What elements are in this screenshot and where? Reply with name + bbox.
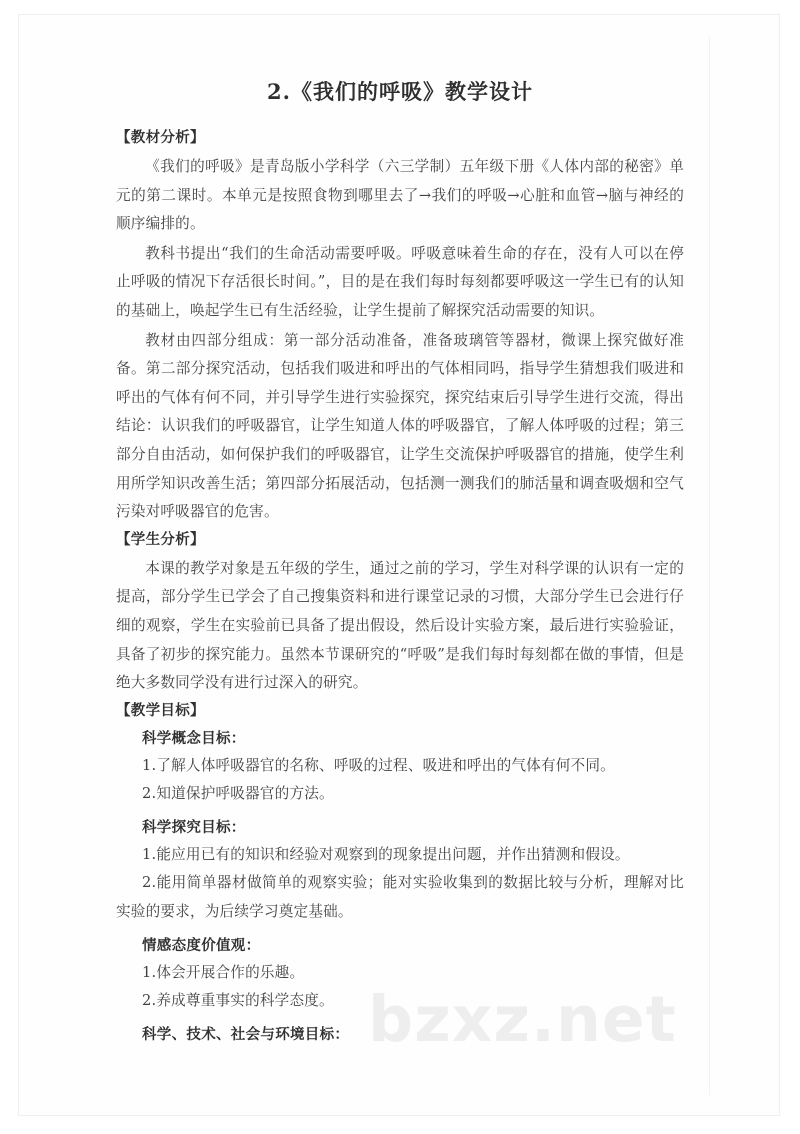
- list-item: 1.了解人体呼吸器官的名称、呼吸的过程、吸进和呼出的气体有何不同。: [142, 756, 615, 774]
- paragraph: 教材由四部分组成：第一部分活动准备，准备玻璃管等器材，微课上探究做好准备。第二部分探究活动，包括我们吸进和呼出的气体相同吗，指导学生猜想我们吸进和呼出的气体有何不同，并引导学生进行实验探究，探究结束后引导学生进行交流，得出结论：认识我们的呼吸器官，让学生知道人体的呼吸器官，了解人体呼吸的过程；第三部分自由活动，如何保护我们的呼吸器官，让学生交流保护呼吸器官的措施，使学生利用所学知识改善生活；第四部分拓展活动，包括测一测我们的肺活量和调查吸烟和空气污染对呼吸器官的危害。: [116, 331, 684, 521]
- section-heading-textbook-analysis: 【教材分析】: [116, 129, 205, 146]
- page-title: 2.《我们的呼吸》教学设计: [267, 79, 533, 104]
- site-watermark: bzxz.net: [368, 983, 677, 1056]
- list-item: 2.能用简单器材做简单的观察实验；能对实验收集到的数据比较与分析，理解对比实验的要求，为后续学习奠定基础。: [116, 874, 684, 921]
- document-body: [116, 76, 684, 1048]
- list-item: 2.知道保护呼吸器官的方法。: [142, 785, 334, 803]
- paragraph: 教科书提出“我们的生命活动需要呼吸。呼吸意味着生命的存在，没有人可以在停止呼吸的情况下存活很长时间。”，目的是在我们每时每刻都要呼吸这一学生已有的认知的基础上，唤起学生已有生活经验，让学生提前了解探究活动需要的知识。: [116, 244, 684, 319]
- list-item: 1.能应用已有的知识和经验对观察到的现象提出问题，并作出猜测和假设。: [142, 845, 630, 863]
- section-heading-teaching-objectives: 【教学目标】: [116, 701, 205, 719]
- subheading-attitude-values-objectives: 情感态度价值观：: [142, 936, 261, 954]
- subheading-stse-objectives: 科学、技术、社会与环境目标：: [142, 1025, 350, 1043]
- subheading-science-concept-objectives: 科学概念目标：: [142, 729, 246, 747]
- subheading-science-inquiry-objectives: 科学探究目标：: [142, 818, 246, 836]
- paragraph: 本课的教学对象是五年级的学生，通过之前的学习，学生对科学课的认识有一定的提高，部分学生已学会了自己搜集资料和进行课堂记录的习惯，大部分学生已会进行仔细的观察，学生在实验前已具备了提出假设，然后设计实验方案，最后进行实验验证，具备了初步的探究能力。虽然本节课研究的“呼吸”是我们每时每刻都在做的事情，但是绝大多数同学没有进行过深入的研究。: [116, 559, 684, 692]
- list-item: 2.养成尊重事实的科学态度。: [142, 992, 334, 1010]
- list-item: 1.体会开展合作的乐趣。: [142, 963, 305, 981]
- paragraph: 《我们的呼吸》是青岛版小学科学（六三学制）五年级下册《人体内部的秘密》单元的第二课时。本单元是按照食物到哪里去了→我们的呼吸→心脏和血管→脑与神经的顺序编排的。: [116, 158, 684, 233]
- section-heading-student-analysis: 【学生分析】: [116, 530, 205, 548]
